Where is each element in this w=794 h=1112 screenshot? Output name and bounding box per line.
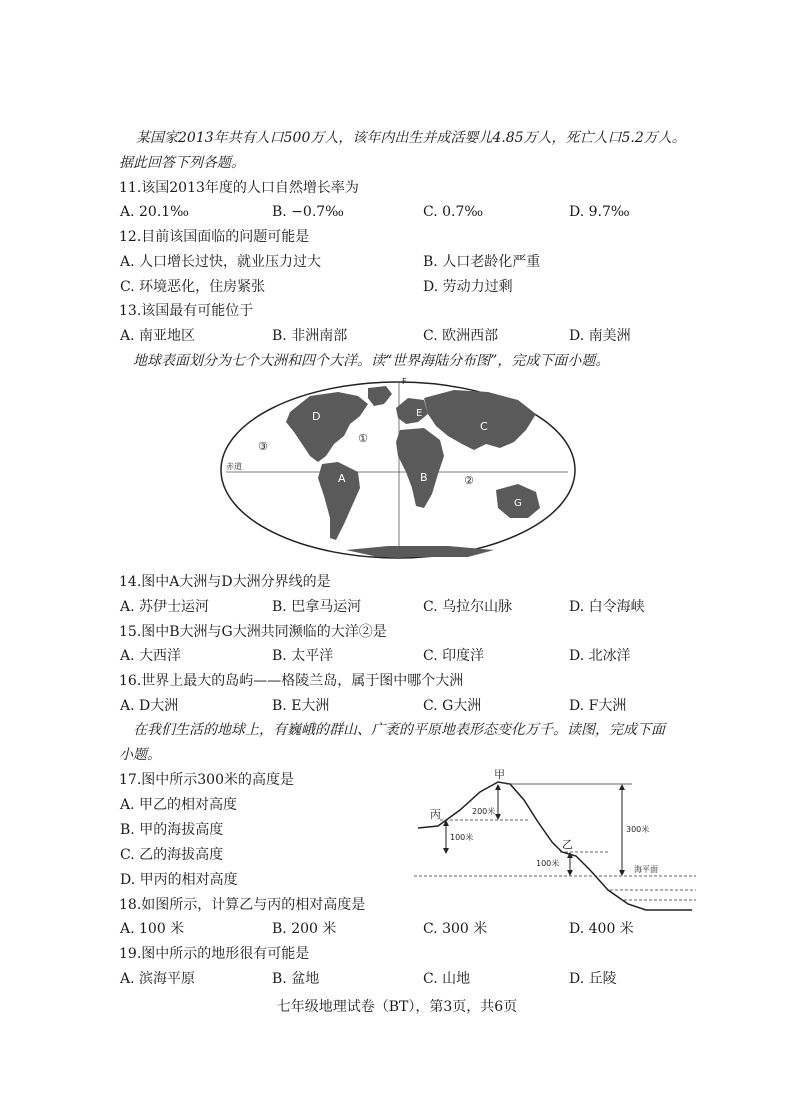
label-200m: 200米: [472, 807, 496, 816]
q18-stem: 18.如图所示，计算乙与丙的相对高度是: [119, 897, 366, 913]
q13-stem: 13.该国最有可能位于: [119, 303, 254, 319]
q14-option-c[interactable]: C. 乌拉尔山脉: [423, 599, 513, 615]
q19-option-c[interactable]: C. 山地: [423, 971, 471, 987]
q18-option-b[interactable]: B. 200 米: [272, 921, 337, 937]
q12-option-c[interactable]: C. 环境恶化，住房紧张: [120, 279, 266, 295]
q11-option-a[interactable]: A. 20.1‰: [120, 204, 189, 220]
label-bing: 丙: [430, 808, 441, 821]
map-ocean-1: ①: [358, 432, 368, 445]
label-100m: 100米: [450, 833, 474, 842]
q14-option-a[interactable]: A. 苏伊士运河: [120, 599, 210, 615]
q11-option-b[interactable]: B. −0.7‰: [272, 204, 344, 220]
q13-option-c[interactable]: C. 欧洲西部: [423, 328, 499, 344]
label-jia: 甲: [494, 768, 505, 781]
q16-option-c[interactable]: C. G大洲: [423, 698, 482, 714]
map-label-e: E: [416, 408, 423, 419]
q12-option-a[interactable]: A. 人口增长过快，就业压力过大: [120, 254, 322, 270]
map-label-a: A: [338, 472, 346, 485]
label-300m: 300米: [626, 825, 650, 834]
passage1-line1: 某国家2013年共有人口500万人，该年内出生并成活婴儿4.85万人，死亡人口5.2万人。: [136, 130, 686, 146]
q11-stem: 11.该国2013年度的人口自然增长率为: [119, 180, 359, 196]
q17-option-c[interactable]: C. 乙的海拔高度: [120, 847, 224, 863]
q16-stem: 16.世界上最大的岛屿——格陵兰岛，属于图中哪个大洲: [119, 673, 464, 689]
map-label-b: B: [420, 471, 428, 484]
q13-option-b[interactable]: B. 非洲南部: [272, 328, 348, 344]
map-ocean-3: ③: [258, 440, 268, 453]
world-map-figure: [218, 378, 578, 563]
label-sea-level: 海平面: [634, 865, 658, 874]
map-label-c: C: [480, 420, 488, 433]
q19-option-d[interactable]: D. 丘陵: [569, 971, 617, 987]
passage1-line2: 据此回答下列各题。: [119, 155, 245, 171]
q13-option-d[interactable]: D. 南美洲: [569, 328, 631, 344]
map-label-d: D: [312, 410, 321, 423]
q14-option-d[interactable]: D. 白令海峡: [569, 599, 645, 615]
q13-option-a[interactable]: A. 南亚地区: [120, 328, 196, 344]
map-equator-label: 赤道: [226, 462, 242, 471]
q14-stem: 14.图中A大洲与D大洲分界线的是: [119, 574, 331, 590]
q17-option-b[interactable]: B. 甲的海拔高度: [120, 822, 224, 838]
q15-stem: 15.图中B大洲与G大洲共同濒临的大洋②是: [119, 624, 387, 640]
label-100m-yi: 100米: [536, 859, 560, 868]
page-footer: 七年级地理试卷（BT），第3页，共6页: [276, 999, 518, 1015]
q18-option-c[interactable]: C. 300 米: [423, 921, 488, 937]
q17-stem: 17.图中所示300米的高度是: [119, 772, 294, 788]
q18-option-a[interactable]: A. 100 米: [120, 921, 185, 937]
q19-option-a[interactable]: A. 滨海平原: [120, 971, 196, 987]
q16-option-d[interactable]: D. F大洲: [569, 698, 627, 714]
label-yi: 乙: [562, 838, 573, 851]
q16-option-b[interactable]: B. E大洲: [272, 698, 330, 714]
terrain-profile-figure: [410, 766, 700, 916]
map-label-f: F: [402, 378, 407, 386]
q18-option-d[interactable]: D. 400 米: [569, 921, 634, 937]
q15-option-b[interactable]: B. 太平洋: [272, 648, 334, 664]
map-label-g: G: [514, 498, 522, 509]
passage2-line1: 地球表面划分为七个大洲和四个大洋。读“世界海陆分布图”，完成下面小题。: [133, 353, 610, 369]
q15-option-a[interactable]: A. 大西洋: [120, 648, 182, 664]
passage3-line2: 小题。: [119, 747, 161, 763]
q17-option-a[interactable]: A. 甲乙的相对高度: [120, 797, 238, 813]
q11-option-c[interactable]: C. 0.7‰: [423, 204, 484, 220]
q12-option-b[interactable]: B. 人口老龄化严重: [423, 254, 541, 270]
terrain-curve: [418, 782, 692, 910]
q19-option-b[interactable]: B. 盆地: [272, 971, 320, 987]
q12-stem: 12.目前该国面临的问题可能是: [119, 229, 310, 245]
map-ocean-2: ②: [464, 474, 474, 487]
q17-option-d[interactable]: D. 甲丙的相对高度: [120, 872, 238, 888]
q12-option-d[interactable]: D. 劳动力过剩: [423, 279, 513, 295]
q15-option-c[interactable]: C. 印度洋: [423, 648, 485, 664]
q19-stem: 19.图中所示的地形很有可能是: [119, 946, 310, 962]
q15-option-d[interactable]: D. 北冰洋: [569, 648, 631, 664]
q14-option-b[interactable]: B. 巴拿马运河: [272, 599, 362, 615]
q16-option-a[interactable]: A. D大洲: [120, 698, 179, 714]
passage3-line1: 在我们生活的地球上，有巍峨的群山、广袤的平原地表形态变化万千。读图，完成下面: [133, 722, 665, 738]
q11-option-d[interactable]: D. 9.7‰: [569, 204, 630, 220]
